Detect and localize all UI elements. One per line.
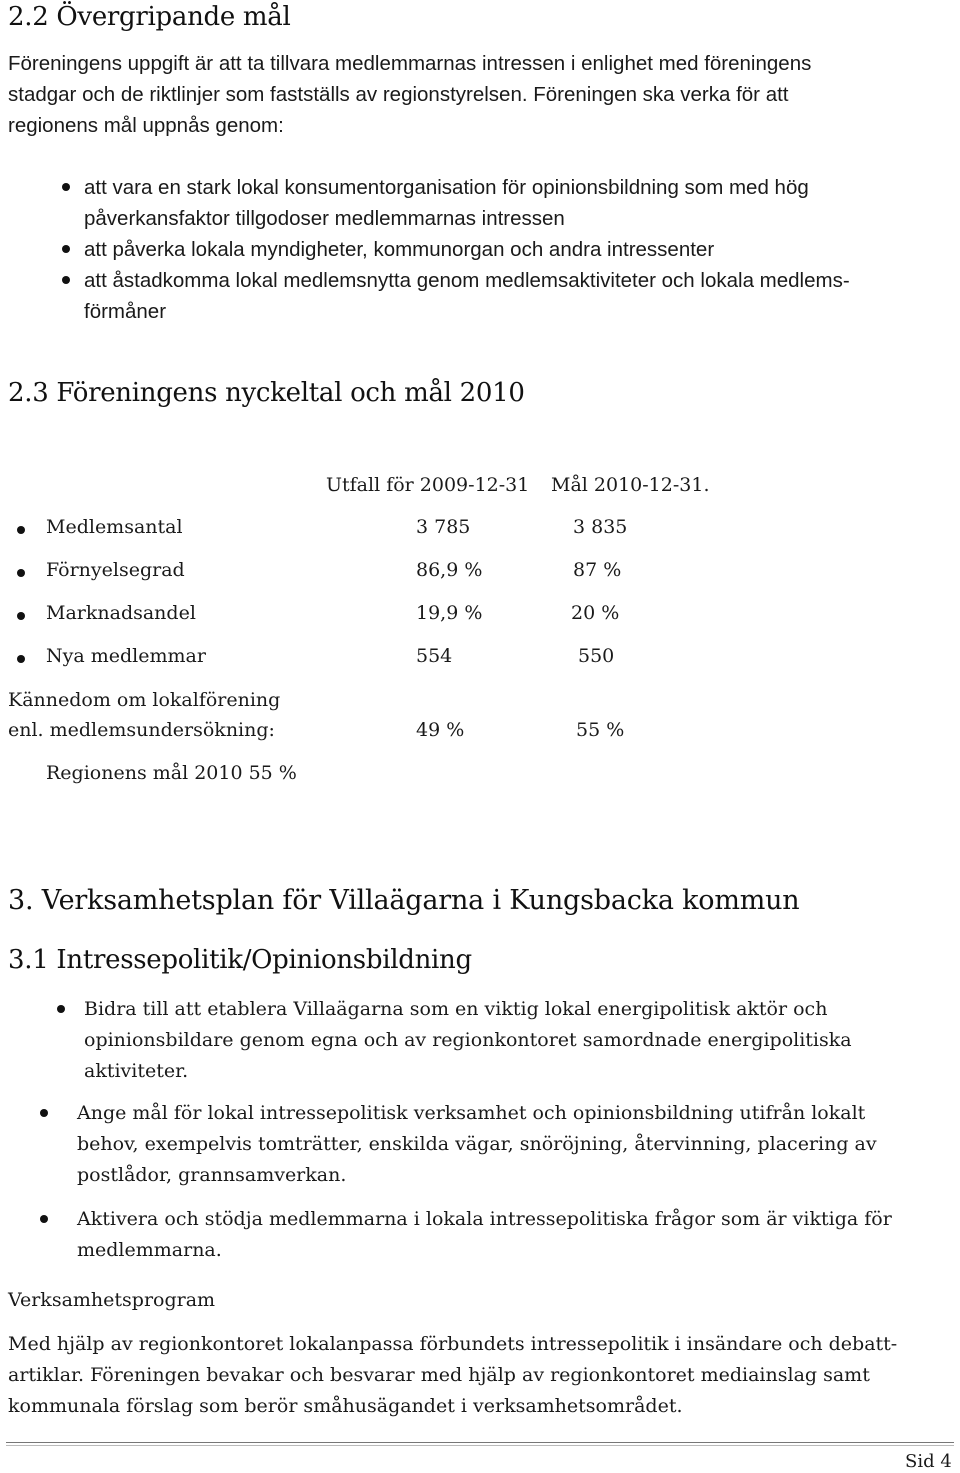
paragraph-line: Med hjälp av regionkontoret lokalanpassa förbundets intressepolitik i insändare och debatt-	[8, 1333, 898, 1355]
section-3-1-heading: 3.1 Intressepolitik/Opinionsbildning	[8, 945, 472, 975]
bullet-dot	[40, 1109, 48, 1117]
list-item-line: att påverka lokala myndigheter, kommunorgan och andra intressenter	[84, 238, 715, 261]
bullet-dot	[17, 526, 25, 534]
kpi-goal: 20 %	[571, 602, 620, 624]
list-item-line: opinionsbildare genom egna och av regionkontoret samordnade energipolitiska	[84, 1029, 852, 1051]
intro-line: regionens mål uppnås genom:	[8, 114, 284, 137]
column-header-goal: Mål 2010-12-31.	[551, 474, 710, 496]
list-item-line: medlemmarna.	[77, 1239, 222, 1261]
list-item	[84, 265, 850, 327]
program-text	[8, 1329, 897, 1422]
bullet-dot	[62, 245, 70, 253]
kpi-goal: 55 %	[576, 719, 625, 741]
section-2-2-heading: 2.2 Övergripande mål	[8, 2, 291, 32]
kpi-goal: 87 %	[573, 559, 622, 581]
kpi-goal: 3 835	[573, 516, 628, 538]
page-number: Sid 4	[905, 1451, 952, 1472]
kpi-outcome: 554	[416, 645, 453, 667]
intro-line: Föreningens uppgift är att ta tillvara medlemmarnas intressen i enlighet med föreningens	[8, 52, 812, 75]
bullet-dot	[17, 612, 25, 620]
bullet-dot	[17, 655, 25, 663]
list-item-line: Ange mål för lokal intressepolitisk verksamhet och opinionsbildning utifrån lokalt	[77, 1102, 866, 1124]
section-2-3-heading: 2.3 Föreningens nyckeltal och mål 2010	[8, 378, 525, 408]
kpi-label: Marknadsandel	[46, 602, 196, 624]
kpi-label: Medlemsantal	[46, 516, 183, 538]
footer-divider	[6, 1445, 954, 1446]
kpi-outcome: 49 %	[416, 719, 465, 741]
bullet-dot	[62, 183, 70, 191]
bullet-dot	[17, 569, 25, 577]
awareness-label: enl. medlemsundersökning:	[8, 719, 275, 741]
list-item-line: förmåner	[84, 300, 167, 323]
section-2-2-intro	[8, 48, 811, 141]
kpi-label: Förnyelsegrad	[46, 559, 185, 581]
footer-divider	[6, 1442, 954, 1443]
kpi-goal: 550	[578, 645, 615, 667]
list-item-line: postlådor, grannsamverkan.	[77, 1164, 347, 1186]
list-item-line: behov, exempelvis tomträtter, enskilda vägar, snöröjning, återvinning, placering av	[77, 1133, 877, 1155]
section-3-heading: 3. Verksamhetsplan för Villaägarna i Kungsbacka kommun	[8, 885, 800, 916]
bullet-dot	[62, 276, 70, 284]
kpi-outcome: 86,9 %	[416, 559, 483, 581]
list-item	[77, 1098, 877, 1191]
region-goal: Regionens mål 2010 55 %	[46, 762, 297, 784]
bullet-dot	[40, 1215, 48, 1223]
kpi-outcome: 3 785	[416, 516, 471, 538]
list-item	[84, 234, 714, 265]
kpi-label: Nya medlemmar	[46, 645, 206, 667]
column-header-outcome: Utfall för 2009-12-31	[326, 474, 530, 496]
awareness-label: Kännedom om lokalförening	[8, 689, 281, 711]
program-heading: Verksamhetsprogram	[8, 1289, 216, 1311]
kpi-outcome: 19,9 %	[416, 602, 483, 624]
list-item-line: Aktivera och stödja medlemmarna i lokala intressepolitiska frågor som är viktiga för	[77, 1208, 892, 1230]
intro-line: stadgar och de riktlinjer som fastställs av regionstyrelsen. Föreningen ska verka för att	[8, 83, 789, 106]
list-item-line: aktiviteter.	[84, 1060, 189, 1082]
paragraph-line: artiklar. Föreningen bevakar och besvarar med hjälp av regionkontoret mediainslag samt	[8, 1364, 870, 1386]
list-item-line: påverkansfaktor tillgodoser medlemmarnas intressen	[84, 207, 565, 230]
paragraph-line: kommunala förslag som berör småhusägandet i verksamhetsområdet.	[8, 1395, 683, 1417]
list-item-line: att åstadkomma lokal medlemsnytta genom medlemsaktiviteter och lokala medlems-	[84, 269, 850, 292]
list-item	[77, 1204, 892, 1266]
list-item	[84, 172, 809, 234]
list-item-line: Bidra till att etablera Villaägarna som en viktig lokal energipolitisk aktör och	[84, 998, 828, 1020]
list-item-line: att vara en stark lokal konsumentorganisation för opinionsbildning som med hög	[84, 176, 809, 199]
bullet-dot	[57, 1005, 65, 1013]
list-item	[84, 994, 852, 1087]
